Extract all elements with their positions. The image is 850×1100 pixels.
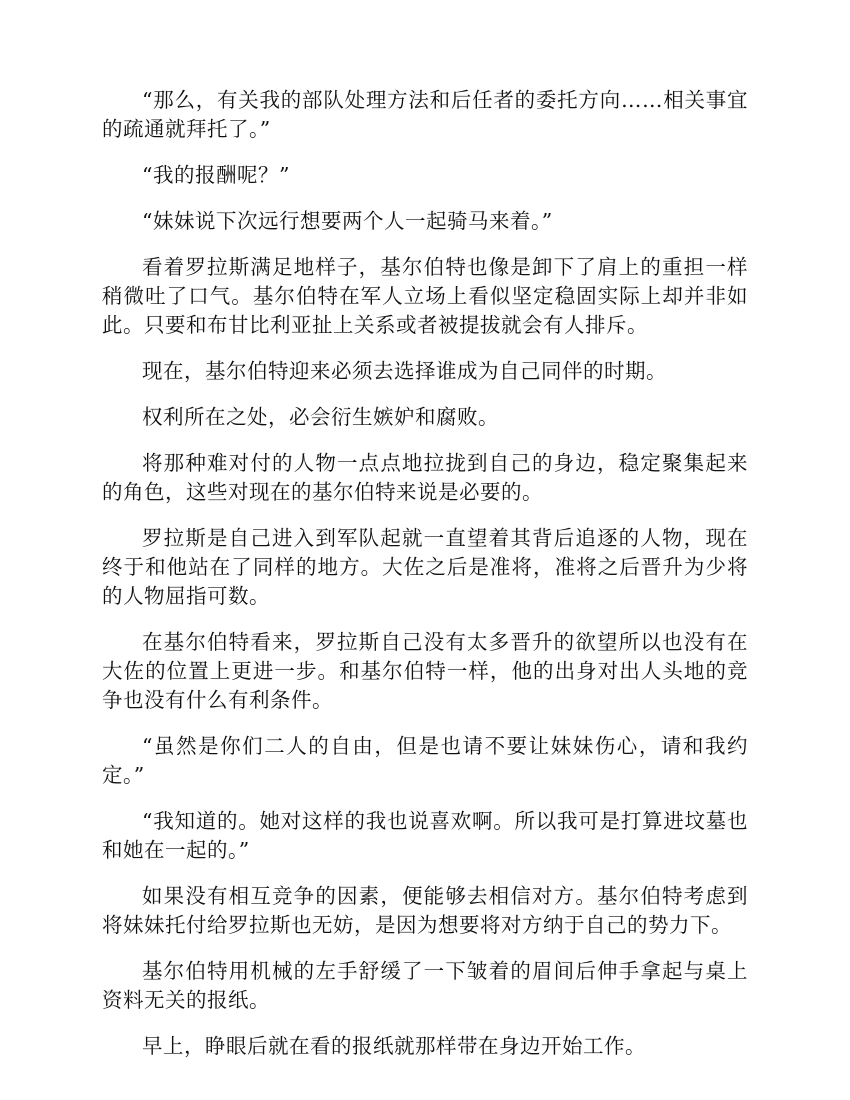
- paragraph-14: 早上，睁眼后就在看的报纸就那样带在身边开始工作。: [142, 1034, 646, 1058]
- paragraph-10: “虽然是你们二人的自由，但是也请不要让妹妹伤心，请和我约定。”: [102, 734, 748, 787]
- document-page: [102, 86, 748, 1078]
- paragraph-4: 看着罗拉斯满足地样子，基尔伯特也像是卸下了肩上的重担一样稍微吐了口气。基尔伯特在军人立场上看似坚定稳固实际上却并非如此。只要和布甘比利亚扯上关系或者被提拔就会有人排斥。: [102, 255, 748, 337]
- paragraph-7: 将那种难对付的人物一点点地拉拢到自己的身边，稳定聚集起来的角色，这些对现在的基尔伯特来说是必要的。: [102, 451, 748, 504]
- paragraph-1: “那么，有关我的部队处理方法和后任者的委托方向……相关事宜的疏通就拜托了。”: [102, 88, 748, 141]
- paragraph-9: 在基尔伯特看来，罗拉斯自己没有太多晋升的欲望所以也没有在大佐的位置上更进一步。和基尔伯特一样，他的出身对出人头地的竞争也没有什么有利条件。: [102, 630, 748, 712]
- paragraph-3: “妹妹说下次远行想要两个人一起骑马来着。”: [142, 209, 553, 233]
- paragraph-2: “我的报酬呢？”: [142, 163, 290, 187]
- paragraph-5: 现在，基尔伯特迎来必须去选择谁成为自己同伴的时期。: [142, 359, 667, 383]
- paragraph-11: “我知道的。她对这样的我也说喜欢啊。所以我可是打算进坟墓也和她在一起的。”: [102, 809, 748, 862]
- paragraph-13: 基尔伯特用机械的左手舒缓了一下皱着的眉间后伸手拿起与桌上资料无关的报纸。: [102, 959, 748, 1012]
- paragraph-8: 罗拉斯是自己进入到军队起就一直望着其背后追逐的人物，现在终于和他站在了同样的地方。大佐之后是准将，准将之后晋升为少将的人物屈指可数。: [102, 526, 748, 608]
- paragraph-12: 如果没有相互竞争的因素，便能够去相信对方。基尔伯特考虑到将妹妹托付给罗拉斯也无妨，是因为想要将对方纳于自己的势力下。: [102, 884, 748, 937]
- paragraph-6: 权利所在之处，必会衍生嫉妒和腐败。: [142, 405, 499, 429]
